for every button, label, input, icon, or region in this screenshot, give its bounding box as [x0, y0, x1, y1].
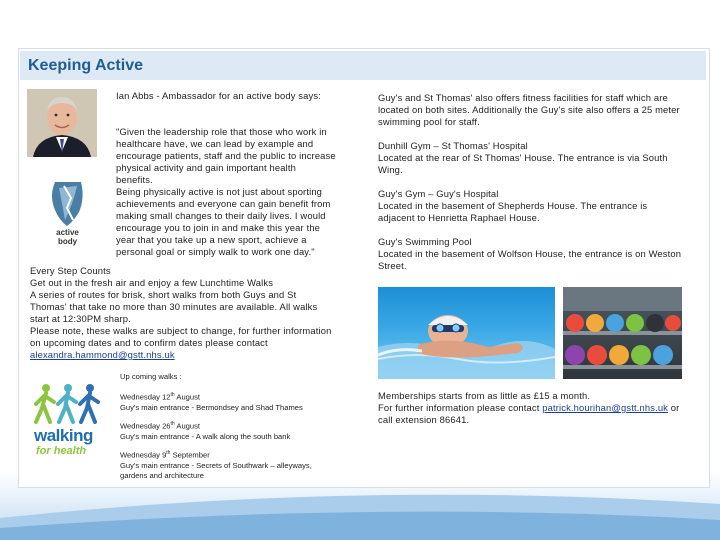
facility-line: Wing. — [378, 164, 403, 175]
quote-line: Being physically active is not just about sporting — [116, 186, 323, 197]
quote-line: "Given the leadership role that those who work in — [116, 126, 327, 137]
quote-line: encourage you to join in and make this year the — [116, 222, 321, 233]
every-step-line: A series of routes for brisk, short walks from both Guys and St — [30, 289, 297, 300]
walk-date: Wednesday 9th September — [120, 450, 210, 460]
facility-dunhill-gym — [378, 140, 698, 176]
quote-line: physical activity and gain important health — [116, 162, 296, 173]
quote-line: encourage patients, staff and the public to increase — [116, 150, 336, 161]
facility-line: Located at the rear of St Thomas' House. The entrance is via South — [378, 152, 668, 163]
quote-line: personal goal or simply walk to work one day." — [116, 246, 315, 257]
facility-line: Located in the basement of Wolfson House, the entrance is on Weston — [378, 248, 682, 259]
walk-date: Wednesday 26th August — [120, 421, 201, 431]
facility-line: Street. — [378, 260, 407, 271]
walk-description: gardens and architecture — [120, 470, 205, 480]
fitness-intro-line: Guy's and St Thomas' also offers fitness facilities for staff which are — [378, 92, 668, 103]
kettlebells-photo — [563, 287, 682, 379]
walk-date: Wednesday 12th August — [120, 392, 201, 402]
every-step-heading: Every Step Counts — [30, 265, 111, 276]
every-step-section — [30, 265, 360, 361]
every-step-line: on upcoming dates and to confirm dates please contact — [30, 337, 268, 348]
ambassador-quote — [116, 126, 376, 258]
every-step-line: Get out in the fresh air and enjoy a few Lunchtime Walks — [30, 277, 274, 288]
active-body-logo — [29, 178, 106, 248]
upcoming-walks-heading: Up coming walks : — [120, 372, 182, 381]
quote-line: healthcare have, we can lead by example and — [116, 138, 314, 149]
fitness-intro — [378, 92, 698, 128]
walkers-icon — [28, 382, 108, 428]
ambassador-intro: Ian Abbs - Ambassador for an active body says: — [116, 90, 321, 101]
facility-guys-gym — [378, 188, 698, 224]
ambassador-portrait — [27, 89, 97, 157]
quote-line: achievements and everyone can gain benefit from — [116, 198, 331, 209]
fitness-intro-line: located on both sites. Additionally the Guy's site also offers a 25 meter — [378, 104, 680, 115]
facility-swimming-pool — [378, 236, 698, 272]
every-step-line: Thomas' that take no more than 30 minutes are available. All walks — [30, 301, 318, 312]
facility-line: adjacent to Henrietta Raphael House. — [378, 212, 540, 223]
page-title: Keeping Active — [28, 57, 143, 74]
walk-description: Guy's main entrance - A walk along the south bank — [120, 431, 291, 441]
facility-name: Guy's Gym – Guy's Hospital — [378, 188, 499, 199]
walk-description: Guy's main entrance - Bermondsey and Shad Thames — [120, 402, 303, 412]
active-body-logo-line1: active — [56, 228, 79, 237]
every-step-line: start at 12:30PM sharp. — [30, 313, 131, 324]
walk-item — [120, 419, 360, 442]
quote-line: making small changes to their daily lives. I would — [116, 210, 326, 221]
membership-info — [378, 390, 708, 426]
active-body-logo-line2: body — [57, 237, 78, 246]
walks-contact-email-link[interactable]: alexandra.hammond@gstt.nhs.uk — [30, 349, 175, 360]
walking-for-health-logo — [28, 382, 108, 460]
membership-extension: call extension 86641. — [378, 414, 470, 425]
every-step-line: Please note, these walks are subject to change, for further information — [30, 325, 332, 336]
membership-contact-email-link[interactable]: patrick.hourihan@gstt.nhs.uk — [542, 402, 669, 413]
facility-name: Dunhill Gym – St Thomas' Hospital — [378, 140, 528, 151]
walking-logo-line2: for health — [36, 445, 87, 457]
membership-price: Memberships starts from as little as £15 a month. — [378, 390, 591, 401]
fitness-intro-line: swimming pool for staff. — [378, 116, 480, 127]
walking-logo-line1: walking — [34, 426, 93, 445]
walk-item — [120, 390, 360, 413]
quote-line: benefits. — [116, 174, 153, 185]
facility-line: Located in the basement of Shepherds House. The entrance is — [378, 200, 648, 211]
walk-item — [120, 448, 360, 481]
membership-contact: For further information please contact patrick.hourihan@gstt.nhs.uk or — [378, 402, 680, 413]
walk-description: Guy's main entrance - Secrets of Southwark – alleyways, — [120, 460, 312, 470]
swimmer-photo — [378, 287, 555, 379]
quote-line: year that you take up a new sport, achieve a — [116, 234, 307, 245]
facility-name: Guy's Swimming Pool — [378, 236, 472, 247]
